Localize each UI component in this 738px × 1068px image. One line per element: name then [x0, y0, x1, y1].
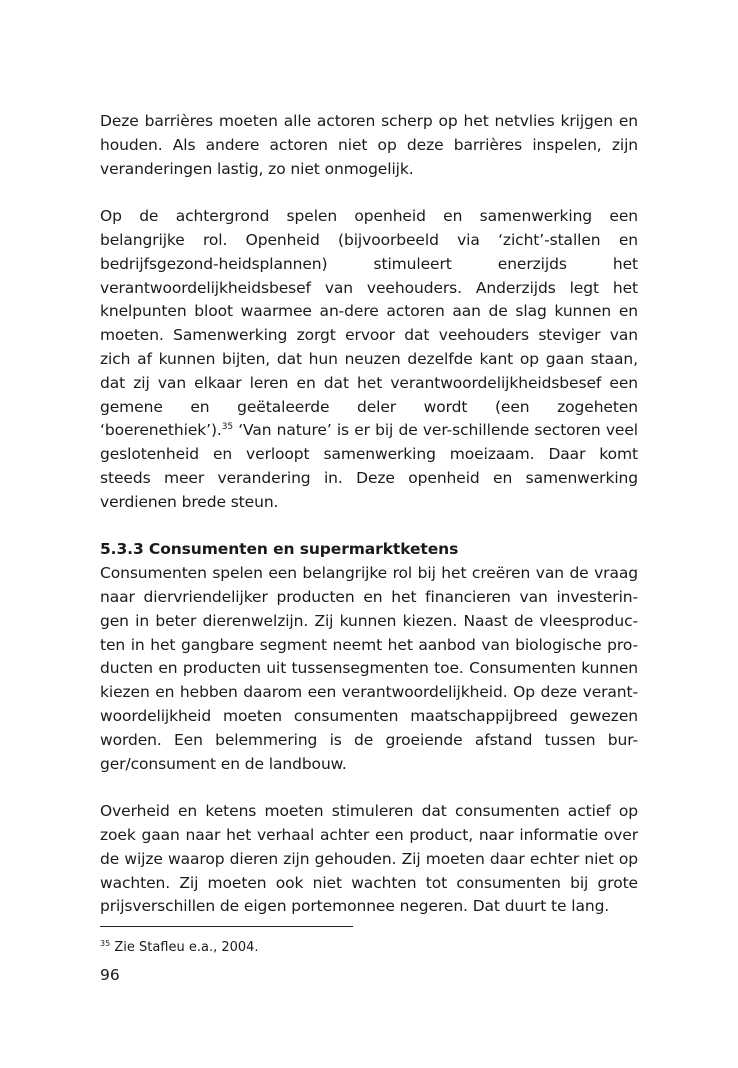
paragraph-consumenten: Consumenten spelen een belangrijke rol bij het creëren van de vraag naar diervriendelijker producten en het financieren van investerin-gen in beter dierenwelzijn. Zij kunnen kiezen. Naast de vleesproduc-ten in het gangbare segment neemt het aanbod van biologische pro-ducten en producten uit tussensegmenten toe. Consumenten kunnen kiezen en hebben daarom een verantwoordelijkheid. Op deze verant-woordelijkheid moeten consumenten maatschappijbreed gewezen worden. Een belemmering is de groeiende afstand tussen bur-ger/consument en de landbouw.	[100, 564, 638, 773]
footnote-divider	[100, 926, 353, 927]
footnote-number: 35	[100, 939, 111, 948]
page-number: 96	[100, 966, 120, 984]
paragraph-openheid-part1: Op de achtergrond spelen openheid en samenwerking een belangrijke rol. Openheid (bijvoorbeeld via ‘zicht’-stallen en bedrijfsgezond-heidsplannen) stimuleert enerzijds het verantwoordelijkheidsbesef van veehouders. Anderzijds legt het knelpunten bloot waarmee an-dere actoren aan de slag kunnen en moeten. Samenwerking zorgt ervoor dat veehouders steviger van zich af kunnen bijten, dat hun neuzen dezelfde kant op gaan staan, dat zij van elkaar leren en dat het verantwoordelijkheidsbesef een gemene en geëtaleerde deler wordt (een zogeheten ‘boerenethiek’).	[100, 207, 638, 440]
footnote	[100, 938, 259, 958]
footnote-text: Zie Stafleu e.a., 2004.	[110, 940, 259, 955]
footnote-reference: 35	[221, 422, 233, 433]
paragraph-openheid	[100, 205, 638, 514]
paragraph-overheid: Overheid en ketens moeten stimuleren dat consumenten actief op zoek gaan naar het verhaal achter een product, naar informatie over de wijze waarop dieren zijn gehouden. Zij moeten daar echter niet op wachten. Zij moeten ook niet wachten tot consumenten bij grote prijsverschillen de eigen portemonnee negeren. Dat duurt te lang.	[100, 802, 638, 916]
paragraph-openheid-part2: ‘Van nature’ is er bij de ver-schillende sectoren veel geslotenheid en verloopt samenwerking moeizaam. Daar komt steeds meer verandering in. Deze openheid en samenwerking verdienen brede steun.	[100, 421, 638, 511]
paragraph-barrieres: Deze barrières moeten alle actoren scherp op het netvlies krijgen en houden. Als andere actoren niet op deze barrières inspelen, zijn veranderingen lastig, zo niet onmogelijk.	[100, 112, 638, 178]
section-heading: 5.3.3 Consumenten en supermarktketens	[100, 540, 459, 559]
page-body	[100, 110, 638, 919]
